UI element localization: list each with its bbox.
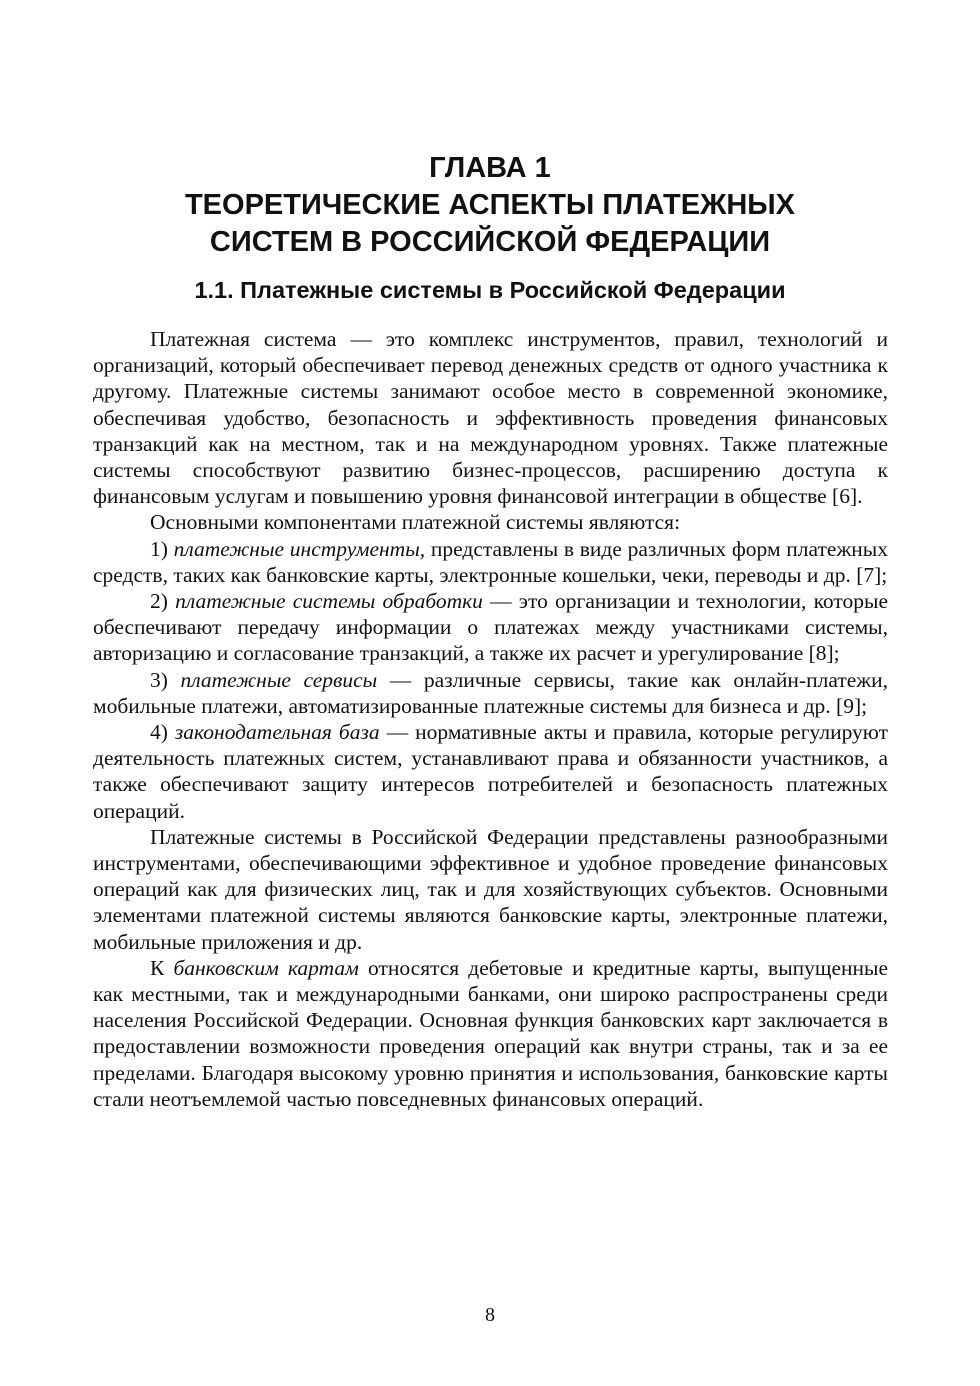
list-item-term: платежные системы обработки (175, 589, 483, 614)
list-item-text: — нормативные акты и правила, которые регулируют деятельность платежных систем, устанавливают права и обязанности участников, а также обеспечивают защиту интересов потребителей и безопасность платежных операций. (93, 720, 888, 823)
paragraph-definition: Платежная система — это комплекс инструментов, правил, технологий и организаций, который обеспечивает перевод денежных средств от одного участника к другому. Платежные системы занимают особое место в современной экономике, обеспечивая удобство, безопасность и эффективность проведения финансовых транзакций как на местном, так и на международном уровнях. Также платежные системы способствуют развитию бизнес-процессов, расширению доступа к финансовым услугам и повышению уровня финансовой интеграции в обществе [6]. (93, 327, 888, 509)
chapter-number: ГЛАВА 1 (429, 152, 551, 184)
body-text (93, 326, 888, 1112)
list-item-services (93, 667, 888, 719)
paragraph-prefix: К (150, 955, 174, 980)
paragraph-russian-payment-systems: Платежные системы в Российской Федерации представлены разнообразными инструментами, обеспечивающими эффективное и удобное проведение финансовых операций как для физических лиц, так и для хозяйствующих субъектов. Основными элементами платежной системы являются банковские карты, электронные платежи, мобильные приложения и др. (93, 824, 888, 954)
list-item-term: платежные инструменты, (173, 536, 426, 561)
list-item-term: платежные сервисы (180, 667, 378, 692)
list-item-text: — это организации и технологии, которые обеспечивают передачу информации о платежах между участниками системы, авторизацию и согласование транзакций, а также их расчет и урегулирование [8]; (93, 589, 888, 666)
page-number: 8 (485, 1304, 495, 1326)
list-item-text: представлены в виде различных форм платежных средств, таких как банковские карты, электронные кошельки, чеки, переводы и др. [7]; (93, 536, 888, 587)
paragraph-text: относятся дебетовые и кредитные карты, выпущенные как местными, так и международными банками, они широко распространены среди населения Российской Федерации. Основная функция банковских карт заключается в предоставлении возможности проведения операций как внутри страны, так и за ее пределами. Благодаря высокому уровню принятия и использования, банковские карты стали неотъемлемой частью повседневных финансовых операций. (93, 955, 888, 1111)
list-item-number: 3) (150, 667, 181, 692)
chapter-title (0, 187, 980, 261)
paragraph-components-intro: Основными компонентами платежной системы являются: (150, 510, 681, 535)
list-item-legislation (93, 719, 888, 824)
paragraph-bank-cards (93, 955, 888, 1112)
paragraph-term: банковским картам (173, 955, 359, 980)
list-item-text: — различные сервисы, такие как онлайн-платежи, мобильные платежи, автоматизированные платежные системы для бизнеса и др. [9]; (93, 667, 888, 718)
list-item-term: законодательная база (174, 720, 380, 745)
list-item-number: 4) (150, 720, 175, 745)
section-title: 1.1. Платежные системы в Российской Федерации (194, 277, 786, 303)
list-item-number: 2) (150, 589, 176, 614)
chapter-title-line-2: СИСТЕМ В РОССИЙСКОЙ ФЕДЕРАЦИИ (209, 226, 771, 258)
list-item-number: 1) (150, 536, 174, 561)
chapter-title-line-1: ТЕОРЕТИЧЕСКИЕ АСПЕКТЫ ПЛАТЕЖНЫХ (184, 189, 796, 221)
list-item-instruments (93, 536, 888, 588)
list-item-processing (93, 588, 888, 667)
